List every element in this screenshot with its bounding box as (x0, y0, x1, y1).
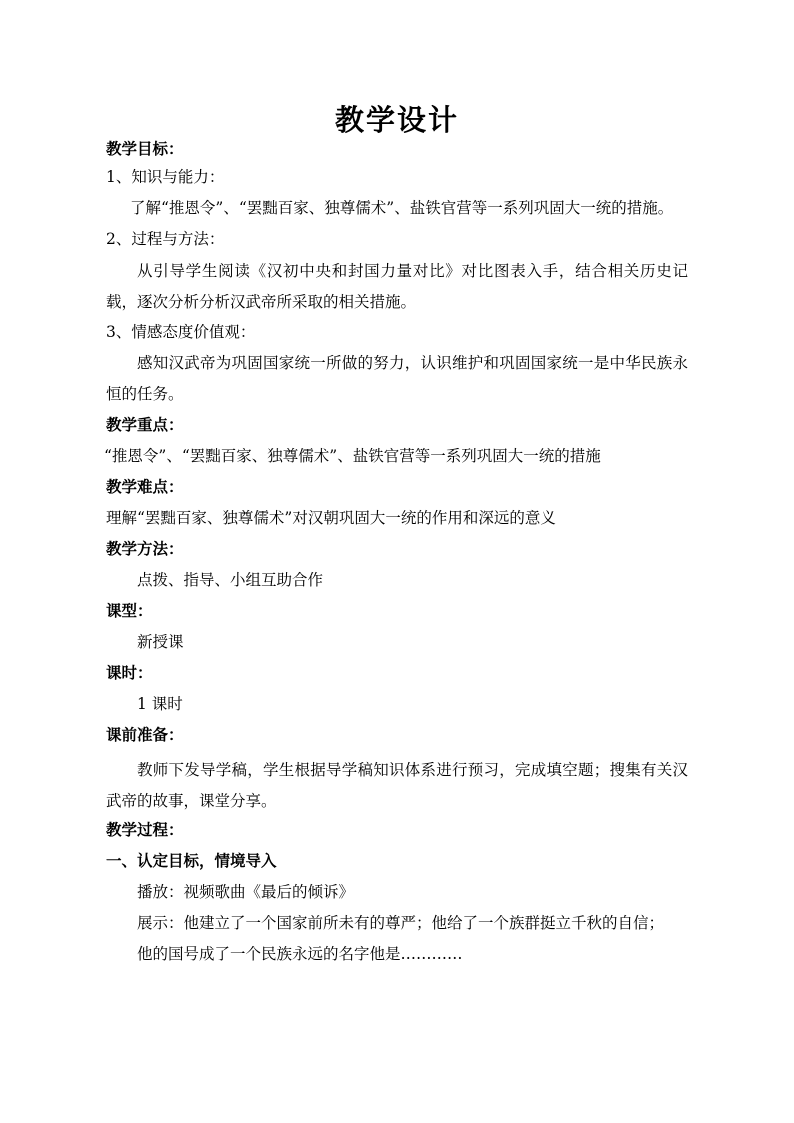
continue-text: 他的国号成了一个民族永远的名字他是………… (137, 945, 463, 963)
difficulties-heading: 教学难点： (106, 477, 184, 496)
emotion-heading: 3、情感态度价值观： (106, 323, 256, 341)
show-text: 展示：他建立了一个国家前所未有的尊严；他给了一个族群挺立千秋的自信； (137, 914, 665, 932)
knowledge-text: 了解“推恩令”、“罢黜百家、独尊儒术”、盐铁官营等一系列巩固大一统的措施。 (130, 199, 674, 217)
class-hours-text: 1 课时 (137, 695, 183, 713)
emotion-text: 感知汉武帝为巩固国家统一所做的努力，认识维护和巩固国家统一是中华民族永恒的任务。 (106, 354, 688, 403)
knowledge-heading: 1、知识与能力： (106, 168, 225, 186)
process-method-text: 从引导学生阅读《汉初中央和封国力量对比》对比图表入手，结合相关历史记载，逐次分析分析汉武帝所采取的相关措施。 (106, 262, 688, 311)
key-points-heading: 教学重点： (106, 415, 184, 434)
objectives-heading: 教学目标： (106, 139, 184, 158)
methods-heading: 教学方法： (106, 539, 184, 558)
class-hours-heading: 课时： (106, 663, 153, 682)
difficulties-text: 理解“罢黜百家、独尊儒术”对汉朝巩固大一统的作用和深远的意义 (106, 509, 556, 527)
document-title: 教学设计 (334, 103, 459, 137)
lesson-type-heading: 课型： (106, 601, 153, 620)
preparation-text: 教师下发导学稿，学生根据导学稿知识体系进行预习，完成填空题；搜集有关汉武帝的故事，课堂分享。 (106, 761, 688, 810)
preparation-heading: 课前准备： (106, 725, 184, 744)
key-points-text: “推恩令”、“罢黜百家、独尊儒术”、盐铁官营等一系列巩固大一统的措施 (104, 447, 601, 465)
methods-text: 点拨、指导、小组互助合作 (137, 571, 324, 589)
process-heading: 教学过程： (106, 820, 184, 839)
play-text: 播放：视频歌曲《最后的倾诉》 (137, 883, 355, 901)
process-method-heading: 2、过程与方法： (106, 230, 225, 248)
lesson-type-text: 新授课 (137, 633, 184, 651)
section1-heading: 一、认定目标，情境导入 (106, 851, 277, 870)
